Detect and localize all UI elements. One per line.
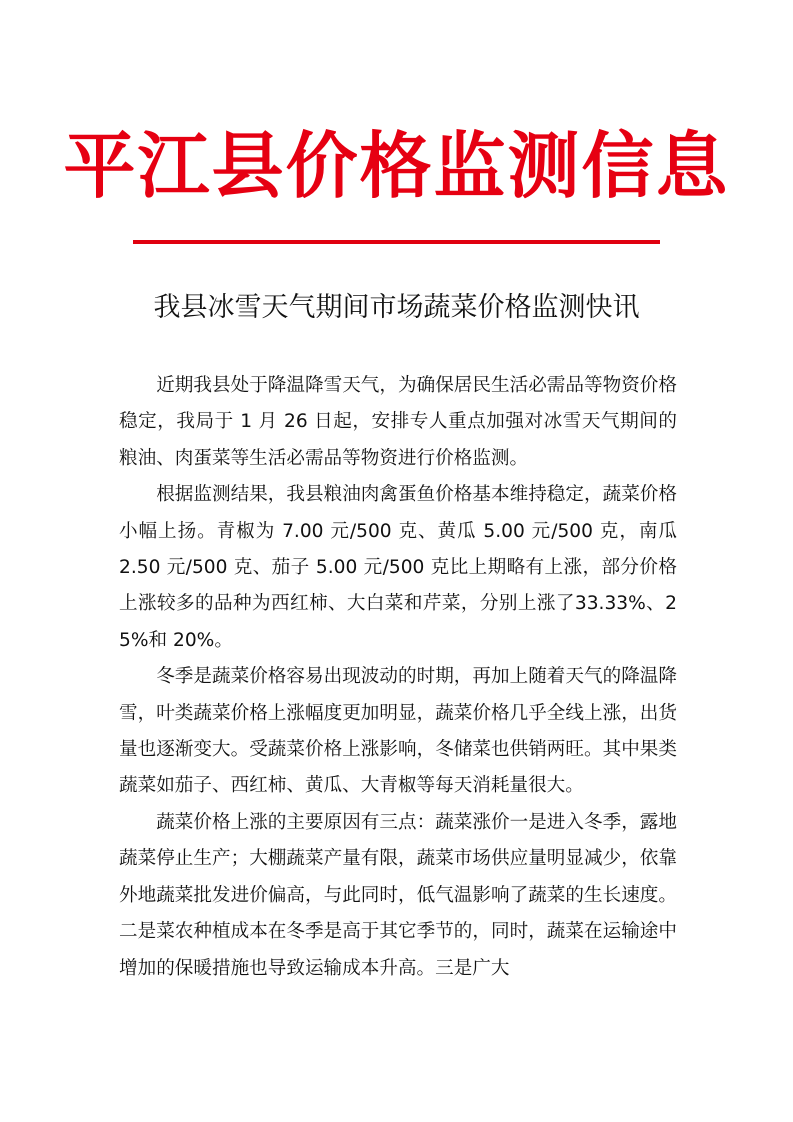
masthead-title: 平江县价格监测信息 [63, 124, 730, 208]
masthead-divider [133, 240, 660, 244]
article-paragraph: 冬季是蔬菜价格容易出现波动的时期，再加上随着天气的降温降雪，叶类蔬菜价格上涨幅度更加明显，蔬菜价格几乎全线上涨，出货量也逐渐变大。受蔬菜价格上涨影响，冬储菜也供销两旺。其中果类蔬菜如茄子、西红柿、黄瓜、大青椒等每天消耗量很大。 [119, 666, 677, 797]
article-paragraph: 近期我县处于降温降雪天气，为确保居民生活必需品等物资价格稳定，我局于 1 月 26 日起，安排专人重点加强对冰雪天气期间的粮油、肉蛋菜等生活必需品等物资进行价格监测。 [119, 375, 677, 469]
article-paragraph: 根据监测结果，我县粮油肉禽蛋鱼价格基本维持稳定，蔬菜价格小幅上扬。青椒为 7.00 元/500 克、黄瓜 5.00 元/500 克，南瓜 2.50 元/500 克、茄子 5.00 元/500 克比上期略有上涨，部分价格上涨较多的品种为西红柿、大白菜和芹菜，分别上涨了33.33%、25%和 20%。 [119, 484, 677, 651]
article-paragraph: 蔬菜价格上涨的主要原因有三点：蔬菜涨价一是进入冬季，露地蔬菜停止生产；大棚蔬菜产量有限，蔬菜市场供应量明显减少，依靠外地蔬菜批发进价偏高，与此同时，低气温影响了蔬菜的生长速度。二是菜农种植成本在冬季是高于其它季节的，同时，蔬菜在运输途中增加的保暖措施也导致运输成本升高。三是广大 [119, 811, 677, 979]
article-body [119, 368, 677, 987]
article-headline: 我县冰雪天气期间市场蔬菜价格监测快讯 [153, 292, 640, 323]
